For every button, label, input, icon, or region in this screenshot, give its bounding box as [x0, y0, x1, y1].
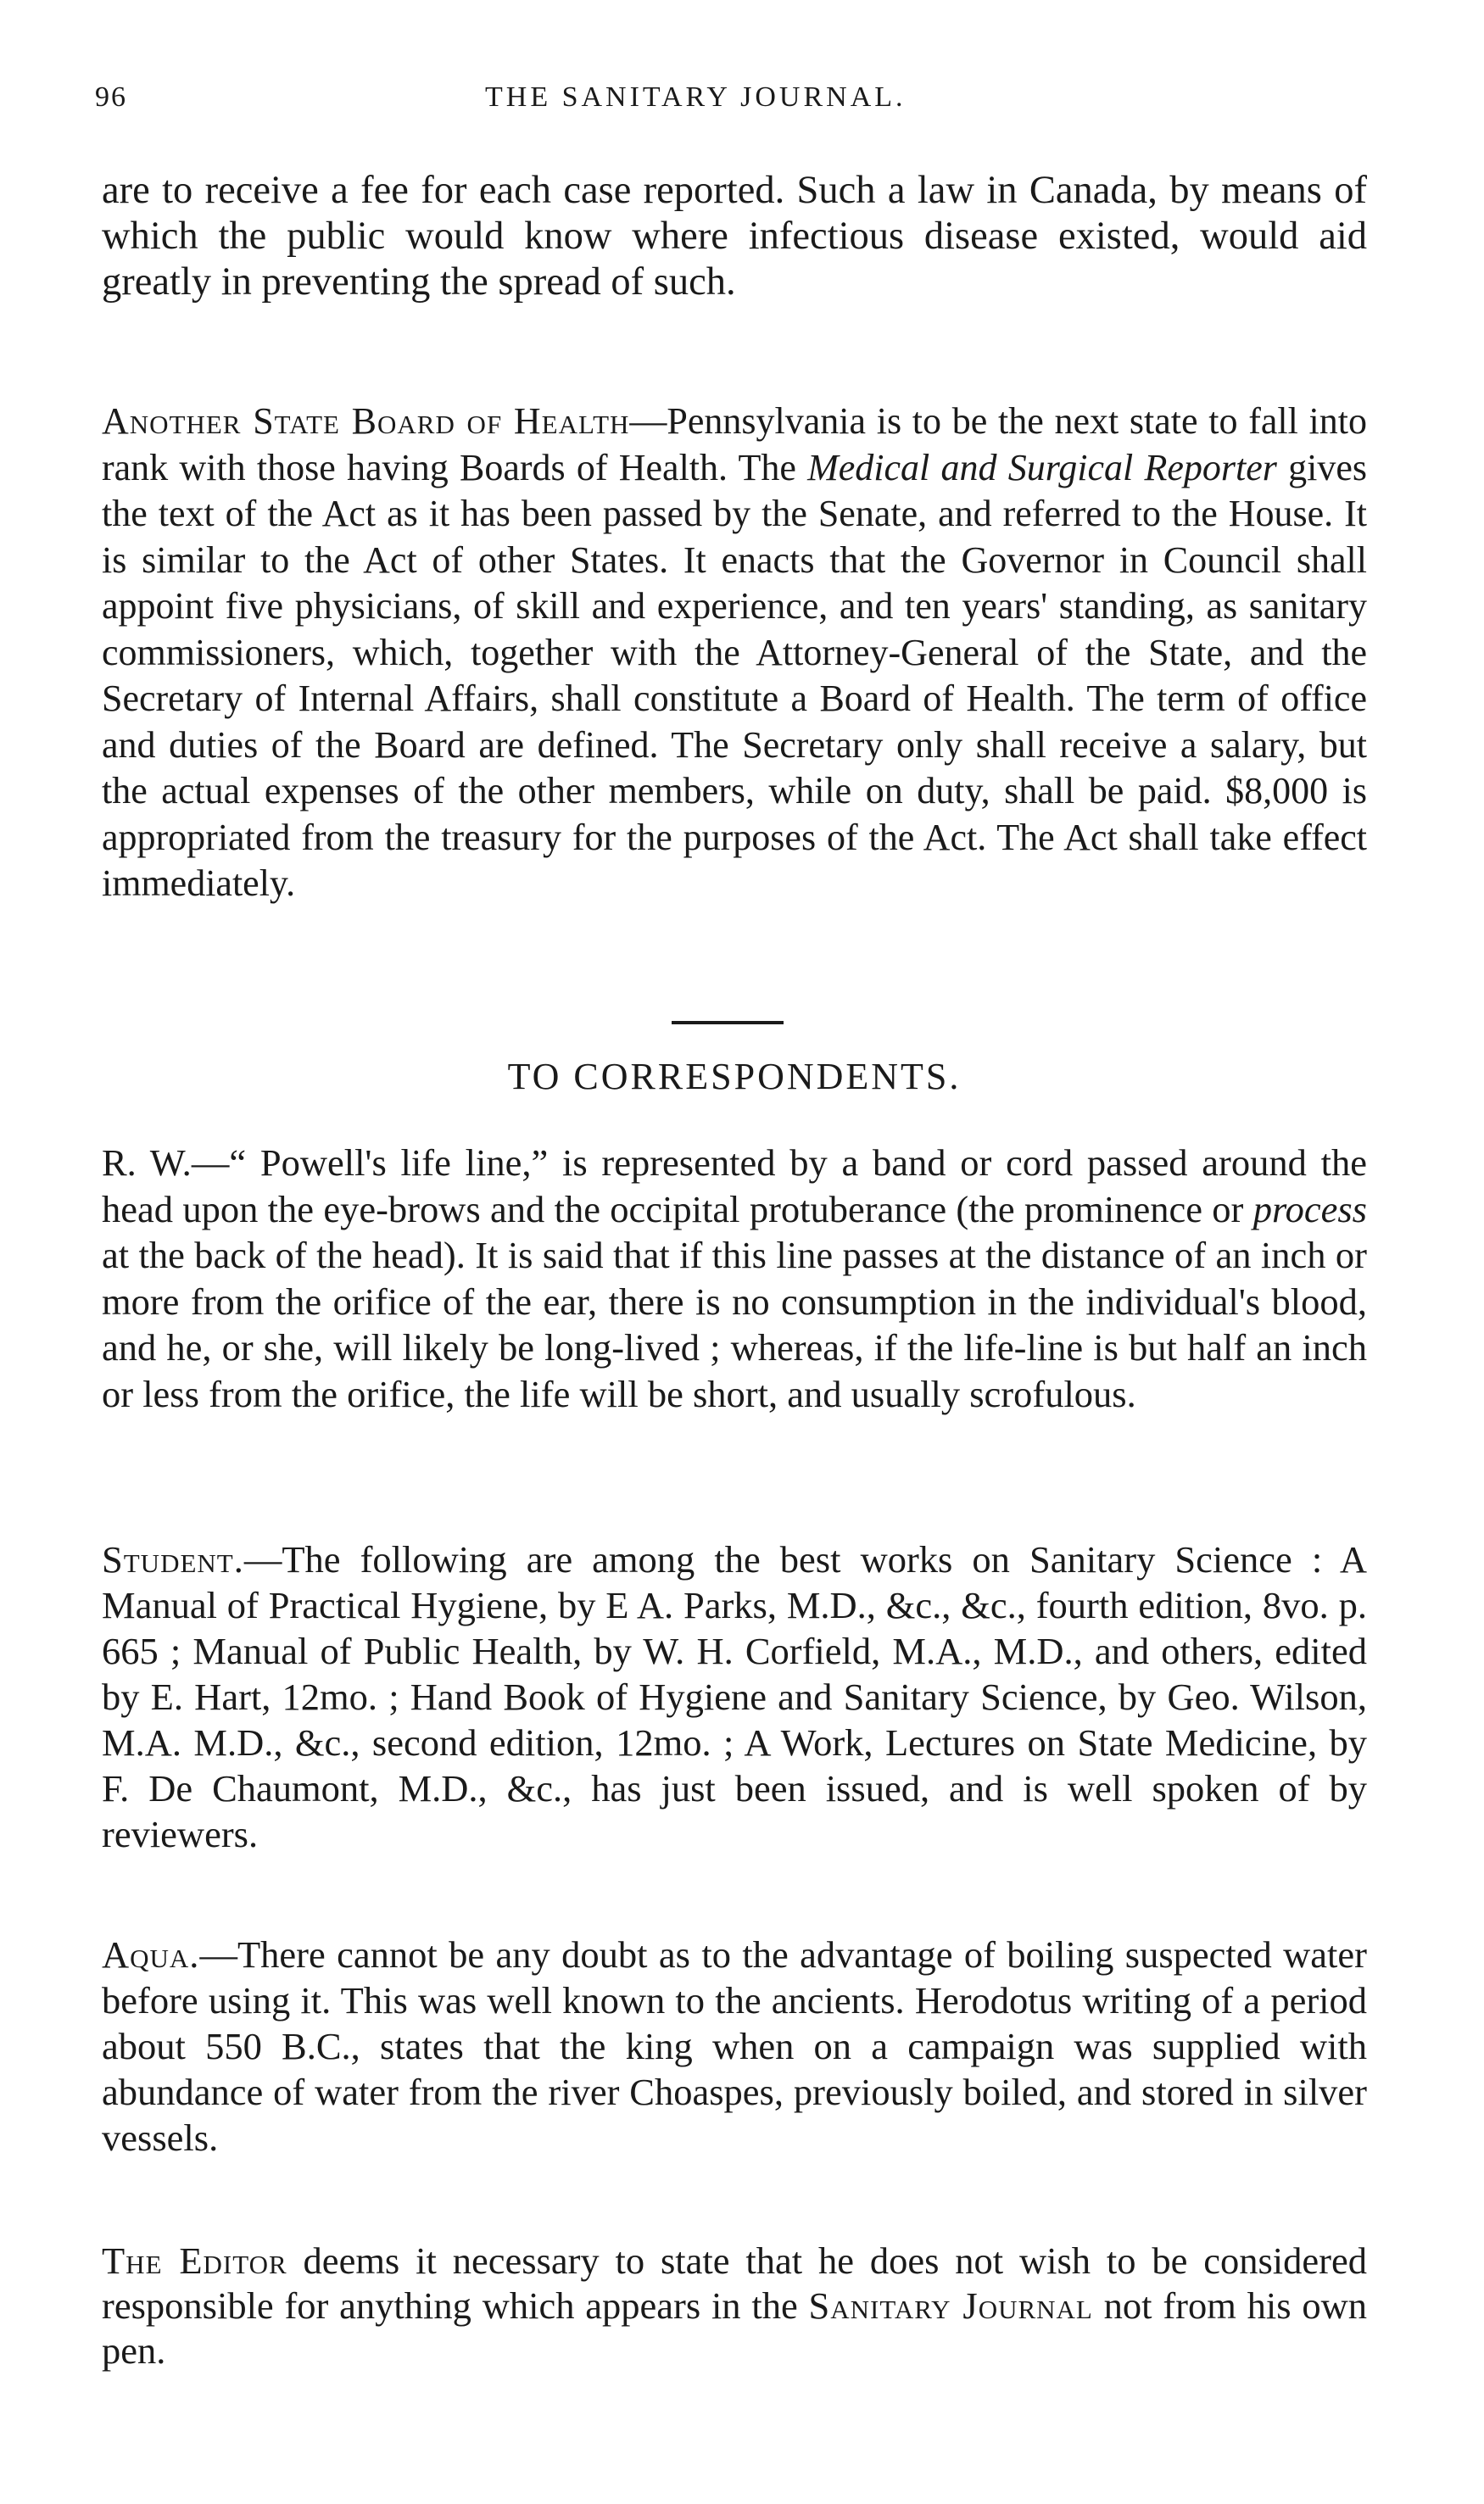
- correspondents-heading: TO CORRESPONDENTS.: [507, 1056, 962, 1097]
- state-board-text-1: Pennsylvania is to be the next state to fall into rank with those having Boards of Health. The: [102, 400, 1367, 488]
- state-board-text-2: gives the text of the Act as it has been passed by the Senate, and referred to the House. It is similar to the Act of other States. It enacts that the Governor in Council shall appoint five physicians, of skill and experience, and ten years' standing, as sanitary commissioners, which, together with the Attorney-General of the State, and the Secretary of Internal Affairs, shall constitute a Board of Health. The term of office and duties of the Board are defined. The Secretary only shall receive a salary, but the actual expenses of the other members, while on duty, shall be paid. $8,000 is appropriated from the treasury for the purposes of the Act. The Act shall take effect immediately.: [102, 446, 1367, 904]
- correspondent-aqua-paragraph: [102, 1932, 1367, 2161]
- journal-title: THE SANITARY JOURNAL.: [485, 81, 907, 113]
- publication-title: Medical and Surgical Reporter: [807, 446, 1277, 488]
- correspondent-rw-paragraph: [102, 1140, 1367, 1417]
- continuation-paragraph: [102, 168, 1367, 305]
- correspondent-aqua-text: —There cannot be any doubt as to the advantage of boiling suspected water before using it. This was well known to the ancients. Herodotus writing of a period about 550 B.C., states that the king when on a campaign was supplied with abundance of water from the river Choaspes, previously boiled, and stored in silver vessels.: [102, 1933, 1367, 2159]
- page-number: 96: [95, 81, 127, 113]
- correspondent-student-paragraph: [102, 1536, 1367, 1857]
- correspondent-rw-emphasis: process: [1252, 1187, 1367, 1230]
- correspondent-rw-text-1: —“ Powell's life line,” is represented by a band or cord passed around the head upon the eye-brows and the occipital protuberance (the prominence or: [102, 1141, 1367, 1230]
- state-board-heading: Another State Board of Health: [102, 400, 630, 442]
- correspondent-rw-text-2: at the back of the head). It is said that if this line passes at the distance of an inch or more from the orifice of the ear, there is no consumption in the individual's blood, and he, or she, will likely be long-lived ; whereas, if the life-line is but half an inch or less from the orifice, the life will be short, and usually scrofulous.: [102, 1234, 1367, 1415]
- correspondent-rw-initials: R. W.: [102, 1141, 192, 1184]
- editor-note-text-1: deems it necessary to state that he does not wish to be considered responsible for anything which appears in the: [102, 2239, 1367, 2327]
- state-board-paragraph: [102, 399, 1367, 907]
- section-divider: [672, 1021, 784, 1024]
- editor-note-journal: Sanitary Journal: [808, 2284, 1093, 2327]
- editor-note-text-2: not from his own pen.: [102, 2284, 1367, 2372]
- running-head: [95, 81, 1367, 124]
- continuation-text: are to receive a fee for each case reported. Such a law in Canada, by means of which the public would know where infectious disease existed, would aid greatly in preventing the spread of such.: [102, 169, 1367, 304]
- correspondent-student-name: Student.: [102, 1538, 244, 1581]
- state-board-dash: —: [629, 400, 667, 442]
- correspondent-aqua-name: Aqua.: [102, 1933, 200, 1976]
- editor-note-name: The Editor: [102, 2239, 287, 2282]
- editor-note-paragraph: [102, 2239, 1367, 2373]
- correspondent-student-text: —The following are among the best works on Sanitary Science : A Manual of Practical Hygiene, by E A. Parks, M.D., &c., &c., fourth edition, 8vo. p. 665 ; Manual of Public Health, by W. H. Corfield, M.A., M.D., and others, edited by E. Hart, 12mo. ; Hand Book of Hygiene and Sanitary Science, by Geo. Wilson, M.A. M.D., &c., second edition, 12mo. ; A Work, Lectures on State Medicine, by F. De Chaumont, M.D., &c., has just been issued, and is well spoken of by reviewers.: [102, 1538, 1367, 1855]
